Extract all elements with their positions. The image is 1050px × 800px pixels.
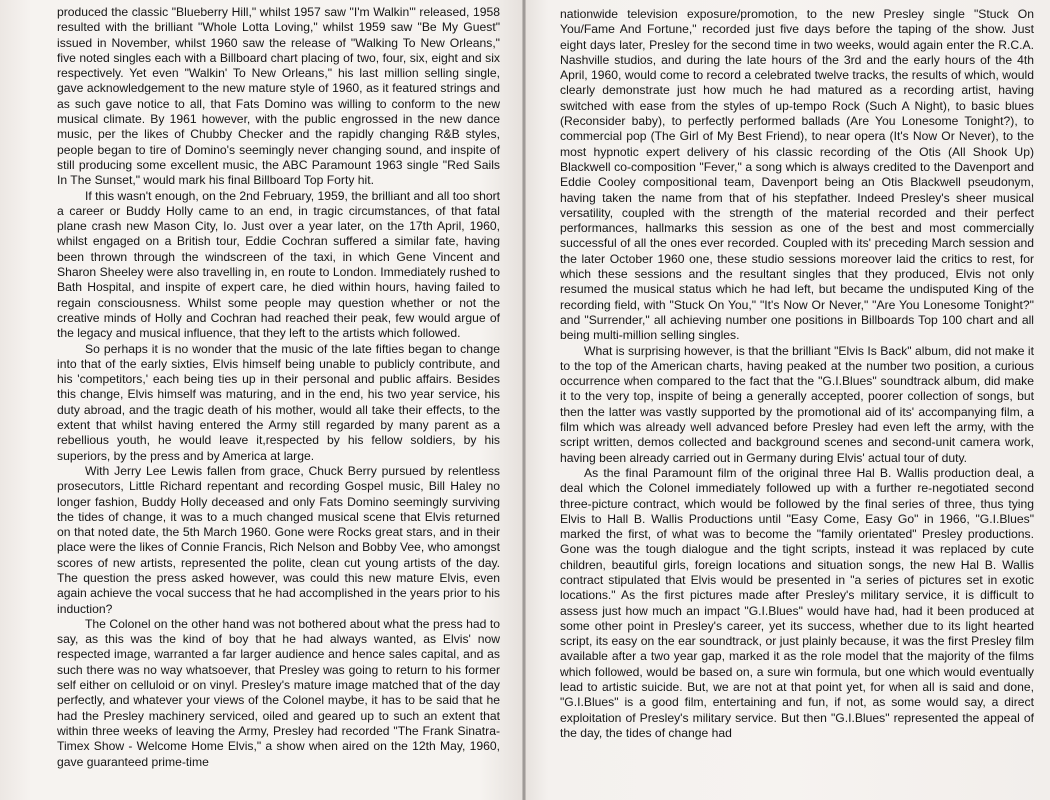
- left-paragraph-2: If this wasn't enough, on the 2nd February, 1959, the brilliant and all too short a career or Buddy Holly came to an end, in tragic circumstances, of that fatal plane crash new Mason City, Io. Just over a year later, on the 17th April, 1960, whilst engaged on a British tour, Eddie Cochran suffered a similar fate, having been thrown through the windscreen of the taxi, in which Gene Vincent and Sharon Sheeley were also travelling in, en route to London. Immediately rushed to Bath Hospital, and inspite of expert care, he died within hours, having failed to regain consciousness. Whilst some people may question whether or not the creative minds of Holly and Cochran had reached their peak, few would argue of the legacy and musical influence, that they left to the artists which followed.: [57, 188, 500, 341]
- right-paragraph-3: As the final Paramount film of the original three Hal B. Wallis production deal, a deal which the Colonel immediately followed up with a further re-negotiated second three-picture contract, which would be followed by the final series of three, thus tying Elvis to Hall B. Wallis Productions until "Easy Come, Easy Go" in 1966, "G.I.Blues" marked the first, of what was to become the "family orientated" Presley productions. Gone was the tough dialogue and the tight scripts, instead it was replaced by cute children, beautiful girls, foreign locations and situation songs, the new Hal B. Wallis contract stipulated that Elvis would be presented in "a series of pictures set in exotic locations." As the first pictures made after Presley's military service, it is difficult to assess just how much an impact "G.I.Blues" would have had, had it been produced at some other point in Presley's career, yet its success, whether due to its light hearted script, its easy on the ear soundtrack, or just plainly because, it was the first Presley film available after a two year gap, marked it as the role model that the majority of the films which followed, would be based on, a sure win formula, but one which would eventually lead to artistic suicide. But, we are not at that point yet, for when all is said and done, "G.I.Blues" is a good film, entertaining and fun, if not, as some would say, a direct exploitation of Presley's military service. But then "G.I.Blues" represented the appeal of the day, the tides of change had: [560, 465, 1034, 740]
- left-paragraph-3: So perhaps it is no wonder that the music of the late fifties began to change into that of the early sixties, Elvis himself being unable to publicly contribute, and his 'competitors,' each being ties up in their personal and public affairs. Besides this change, Elvis himself was maturing, and in the end, his two year service, his duty abroad, and the tragic death of his mother, would all take their effects, to the extent that whilst having entered the Army still regarded by many parent as a rebellious youth, he would leave it,respected by his fellow soldiers, by his superiors, by the press and by America at large.: [57, 341, 500, 463]
- left-paragraph-4: With Jerry Lee Lewis fallen from grace, Chuck Berry pursued by relentless prosecutors, Little Richard repentant and recording Gospel music, Bill Haley no longer fashion, Buddy Holly deceased and only Fats Domino seemingly surviving the tides of change, it was to a much changed musical scene that Elvis returned on that noted date, the 5th March 1960. Gone were Rocks great stars, and in their place were the likes of Connie Francis, Rich Nelson and Bobby Vee, who amongst scores of new artists, represented the polite, clean cut young artists of the day. The question the press asked however, was could this new mature Elvis, even again achieve the vocal success that he had accomplished in the years prior to his induction?: [57, 463, 500, 616]
- right-paragraph-2: What is surprising however, is that the brilliant "Elvis Is Back" album, did not make it to the top of the American charts, having peaked at the number two position, a curious occurrence when compared to the fact that the "G.I.Blues" soundtrack album, did make it to the very top, inspite of being a generally accepted, poorer collection of songs, but then the latter was vastly supported by the promotional aid of its' accompanying film, a film which was already well advanced before Presley had even left the army, with the script written, demos collected and background scenes and second-unit camera work, having been already carried out in Germany during Elvis' actual tour of duty.: [560, 343, 1034, 465]
- left-page: [0, 0, 522, 800]
- right-page: [522, 0, 1050, 800]
- left-paragraph-5: The Colonel on the other hand was not bothered about what the press had to say, as this was the kind of boy that he had always wanted, as Elvis' now respected image, warranted a far larger audience and hence sales capital, and as such there was no way whatsoever, that Presley was going to return to his former self either on celluloid or on vinyl. Presley's mature image matched that of the day perfectly, and whatever your views of the Colonel maybe, it has to be said that he had the Presley machinery serviced, oiled and geared up to such an extent that within three weeks of leaving the Army, Presley had recorded "The Frank Sinatra-Timex Show - Welcome Home Elvis," a show when aired on the 12th May, 1960, gave guaranteed prime-time: [57, 616, 500, 769]
- right-paragraph-1: nationwide television exposure/promotion, to the new Presley single "Stuck On You/Fame And Fortune," recorded just five days before the taping of the show. Just eight days later, Presley for the second time in two weeks, would again enter the R.C.A. Nashville studios, and during the late hours of the 3rd and the early hours of the 4th April, 1960, would come to record a celebrated twelve tracks, the results of which, would clearly demonstrate just how much he had matured as a recording artist, having switched with ease from the styles of up-tempo Rock (Such A Night), to basic blues (Reconsider baby), to perfectly performed ballads (Are You Lonesome Tonight?), to commercial pop (The Girl of My Best Friend), to near opera (It's Now Or Never), to the most hypnotic expert delivery of his classic recording of the Otis (All Shook Up) Blackwell co-composition "Fever," a song which is always credited to the Davenport and Eddie Cooley compositional team, Davenport being an Otis Blackwell pseudonym, having taken the name from that of his stepfather. Indeed Presley's sheer musical versatility, coupled with the strength of the material recorded and their perfect performances, hallmarks this session as one of the best and most commercially successful of all the ones ever recorded. Coupled with its' preceding March session and the later October 1960 one, these studio sessions moreover laid the critics to rest, for which these sessions and the resultant singles that they produced, Elvis not only resumed the musical status which he had left, but became the undisputed King of the recording field, with "Stuck On You," "It's Now Or Never," "Are You Lonesome Tonight?" and "Surrender," all achieving number one positions in Billboards Top 100 chart and all being multi-million selling singles.: [560, 7, 1034, 343]
- book-gutter: [522, 0, 526, 800]
- left-paragraph-1: produced the classic "Blueberry Hill," whilst 1957 saw "I'm Walkin'" released, 1958 resulted with the brilliant "Whole Lotta Loving," whilst 1959 saw "Be My Guest" issued in November, whilst 1960 saw the release of "Walking To New Orleans," five noted singles each with a Billboard chart placing of two, four, six, eight and six respectively. Yet even "Walkin' To New Orleans," his last million selling single, gave acknowledgement to the new mature style of 1960, as it featured strings and as such gave notice to all, that Fats Domino was willing to conform to the new musical climate. By 1961 however, with the public engrossed in the new dance music, per the likes of Chubby Checker and the rapidly changing R&B styles, people began to tire of Domino's seemingly never changing sound, and inspite of still producing some excellent music, the ABC Paramount 1963 single "Red Sails In The Sunset," would mark his final Billboard Top Forty hit.: [57, 5, 500, 188]
